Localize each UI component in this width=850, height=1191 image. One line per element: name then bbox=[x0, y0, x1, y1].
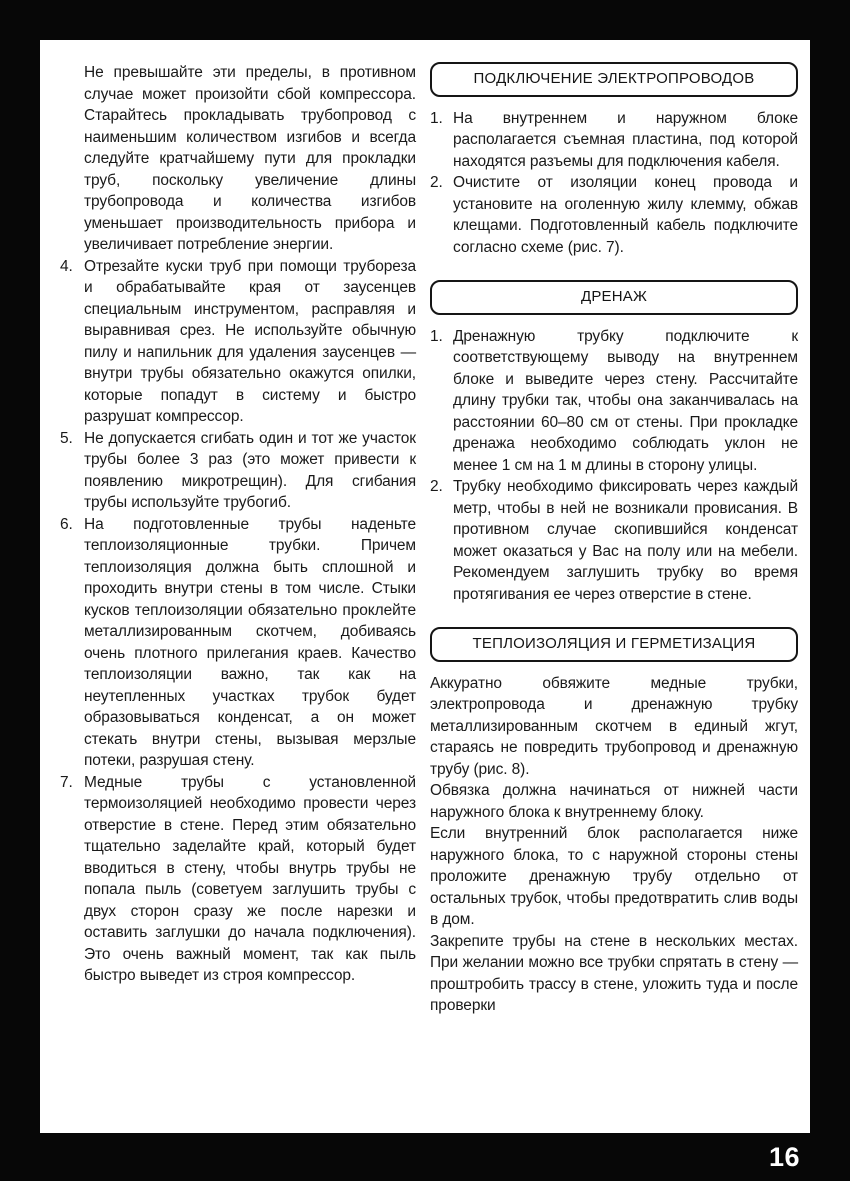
item-number: 1. bbox=[430, 109, 443, 127]
section-header-electrical: ПОДКЛЮЧЕНИЕ ЭЛЕКТРОПРОВОДОВ bbox=[430, 62, 798, 97]
item-text: Медные трубы с установленной термоизоляцией необходимо провести через отверстие в стене. Перед этим обязательно тщательно заделайте край, который будет вводиться в стену, чтобы внутрь трубы не попала пыль (советуем заглушить трубы с двух сторон сразу же после нарезки и оставить заглушки до начала подключения). Это очень важный момент, так как пыль быстро выведет из строя компрессор. bbox=[84, 773, 416, 984]
item-number: 7. bbox=[60, 773, 73, 791]
frame-left bbox=[0, 0, 40, 1181]
list-item-5 bbox=[58, 428, 416, 514]
item-number: 1. bbox=[430, 327, 443, 345]
section-header-drainage: ДРЕНАЖ bbox=[430, 280, 798, 315]
list-item-4 bbox=[58, 256, 416, 428]
section-header-insulation: ТЕПЛОИЗОЛЯЦИЯ И ГЕРМЕТИЗАЦИЯ bbox=[430, 627, 798, 662]
list-item-7 bbox=[58, 772, 416, 987]
list-item bbox=[430, 108, 798, 173]
list-item-6 bbox=[58, 514, 416, 772]
list-item bbox=[430, 326, 798, 477]
item-text: Отрезайте куски труб при помощи трубореза и обрабатывайте края от заусенцев специальным инструментом, расправляя и выравнивая срез. Не используйте обычную пилу и напильник для удаления заусенцев — внутри трубы обязательно окажутся опилки, которые попадут в систему и быстро разрушат компрессор. bbox=[84, 257, 416, 425]
item-number: 2. bbox=[430, 174, 443, 191]
item-text: Не допускается сгибать один и тот же участок трубы более 3 раз (это может привести к появлению микротрещин). Для сгибания трубы используйте трубогиб. bbox=[84, 429, 416, 511]
item-number: 2. bbox=[430, 478, 443, 495]
list-item bbox=[430, 476, 798, 605]
item-number: 4. bbox=[60, 257, 73, 275]
left-column bbox=[58, 62, 416, 1133]
paragraph: Аккуратно обвяжите медные трубки, электропровода и дренажную трубку металлизированным скотчем в единый жгут, стараясь не повредить трубопровод и дренажную трубу (рис. 8). bbox=[430, 674, 798, 778]
item-text: Очистите от изоляции конец провода и установите на оголенную жилу клемму, обжав клещами. Подготовленный кабель подключите согласно схеме (рис. 7). bbox=[453, 174, 798, 256]
footer-bar bbox=[0, 1133, 850, 1181]
paragraph-continuation: Не превышайте эти пределы, в противном случае может произойти сбой компрессора. Старайтесь прокладывать трубопровод с наименьшим количеством изгибов и всегда следуйте кратчайшему пути для прокладки труб, поскольку увеличение длины трубопровода и количества изгибов уменьшает производительность прибора и увеличивает потребление энергии. bbox=[84, 64, 416, 253]
frame-right bbox=[810, 0, 850, 1181]
paragraph: Закрепите трубы на стене в нескольких местах. При желании можно все трубки спрятать в стену — проштробить трассу в стене, уложить туда и после проверки bbox=[430, 932, 798, 1014]
item-text: На внутреннем и наружном блоке располагается съемная пластина, под которой находятся разъемы для подключения кабеля. bbox=[453, 109, 798, 170]
paragraph: Обвязка должна начинаться от нижней части наружного блока к внутреннему блоку. bbox=[430, 782, 798, 821]
paragraph: Если внутренний блок располагается ниже наружного блока, то с наружной стороны стены проложите дренажную трубу отдельно от остальных трубок, чтобы предотвратить слив воды в дом. bbox=[430, 825, 798, 928]
section-insulation-sealing bbox=[430, 627, 798, 1017]
frame-top bbox=[0, 0, 850, 40]
section-electrical-connection bbox=[430, 62, 798, 258]
item-number: 5. bbox=[60, 429, 73, 447]
right-column bbox=[430, 62, 798, 1133]
page-number: 16 bbox=[768, 1141, 800, 1172]
page-content bbox=[40, 40, 810, 1133]
item-text: На подготовленные трубы наденьте теплоизоляционные трубки. Причем теплоизоляция должна быть сплошной и проходить внутри стены в том числе. Стыки кусков теплоизоляции обязательно проклейте металлизированным скотчем, добиваясь очень плотного прилегания краев. Качество теплоизоляции важно, так как на неутепленных участках трубок будет образовываться конденсат, а он может стекать внутри стены, вызывая мерзлые потеки, разрушая стену. bbox=[84, 515, 416, 769]
section-drainage bbox=[430, 280, 798, 605]
item-text: Трубку необходимо фиксировать через каждый метр, чтобы в ней не возникали провисания. В противном случае скопившийся конденсат может оказаться у Вас на полу или на мебели. Рекомендуем заглушить трубку во время протягивания ее через отверстие в стене. bbox=[453, 478, 798, 603]
item-text: Дренажную трубку подключите к соответствующему выводу на внутреннем блоке и выведите через стену. Рассчитайте длину трубки так, чтобы она заканчивалась на расстоянии 60–80 см от стены. При прокладке дренажа необходимо соблюдать уклон не менее 1 см на 1 м длины в сторону улицы. bbox=[453, 327, 798, 474]
item-number: 6. bbox=[60, 515, 73, 533]
list-item bbox=[430, 172, 798, 258]
